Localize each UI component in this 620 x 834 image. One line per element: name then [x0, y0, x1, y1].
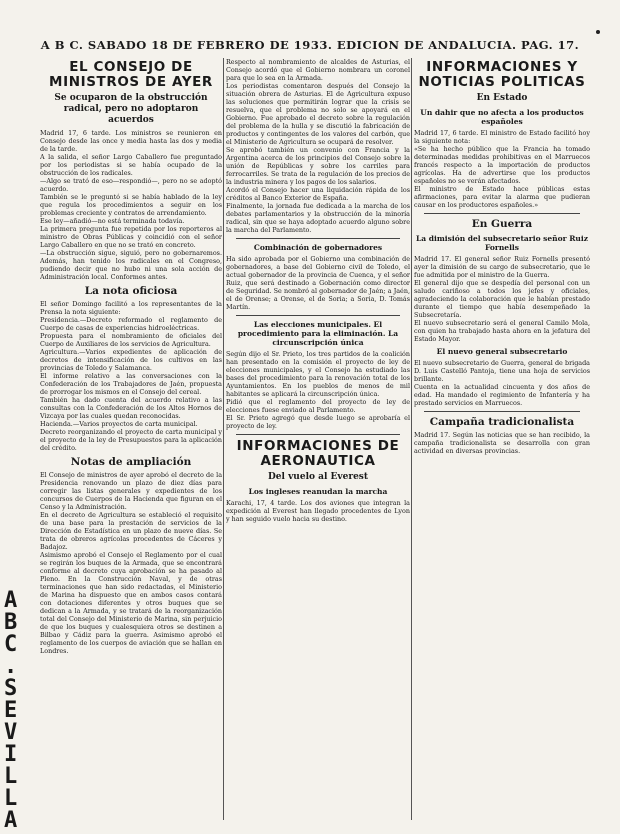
watermark-letter: .: [4, 654, 18, 679]
section-heading: La nota oficiosa: [84, 285, 178, 297]
paragraph: El nuevo subsecretario será el general Camilo Mola, con quien ha trabajado hasta ahora en la jefatura del Estado Mayor.: [414, 319, 590, 343]
section-heading: El nuevo general subsecretario: [436, 347, 568, 356]
watermark-letter: L: [4, 764, 18, 789]
headline-informaciones: INFORMACIONES Y NOTICIAS POLITICAS: [418, 59, 586, 90]
paragraph: Presidencia.—Decreto reformado el reglamento de Cuerpo de casas de experiencias hidroeléctricas.: [40, 316, 222, 332]
subheadline: En Estado: [476, 93, 528, 103]
paragraph: Acordó el Consejo hacer una liquidación rápida de los créditos al Banco Exterior de España.: [226, 186, 410, 202]
column-1: [40, 58, 222, 820]
page-header: A B C. SABADO 18 DE FEBRERO DE 1933. EDICION DE ANDALUCIA. PAG. 17.: [40, 38, 580, 52]
paragraph: El informe relativo a las conversaciones con la Confederación de los Trabajadores de Jaén, propuesta de prorrogar los mismos en el Consejo del cereal.: [40, 372, 222, 396]
paragraph: El señor Domingo facilitó a los representantes de la Prensa la nota siguiente:: [40, 300, 222, 316]
paragraph: —Algo se trató de eso—respondió—, pero no se adoptó acuerdo.: [40, 177, 222, 193]
paragraph: Pidió que el reglamento del proyecto de ley de elecciones fuese enviado al Parlamento.: [226, 398, 410, 414]
watermark-letter: A: [4, 588, 18, 613]
paragraph: Propuesta para el nombramiento de oficiales del Cuerpo de Auxiliares de los servicios de Agricultura.: [40, 332, 222, 348]
section-heading: Notas de ampliación: [70, 456, 192, 468]
divider: [424, 411, 580, 412]
section-heading: Combinación de gobernadores: [253, 243, 383, 252]
subheadline: Del vuelo al Everest: [267, 472, 369, 482]
paragraph: Madrid 17, 6 tarde. Los ministros se reunieron en Consejo desde las once y media hasta las dos y media de la tarde.: [40, 129, 222, 153]
paragraph: El nuevo subsecretario de Guerra, general de brigada D. Luis Castelló Pantoja, tiene una hoja de servicios brillante.: [414, 359, 590, 383]
paragraph: Madrid 17. El general señor Ruiz Fornells presentó ayer la dimisión de su cargo de subsecretario, que le fue admitida por el ministro de la Guerra.: [414, 255, 590, 279]
paragraph: El general dijo que se despedía del personal con un saludo cariñoso a todos los jefes y oficiales, agradeciendo la colaboración que le habían prestado durante el tiempo que había desempeñado la Subsecretaría.: [414, 279, 590, 319]
paragraph: Madrid 17. Según las noticias que se han recibido, la campaña tradicionalista se desarrolla con gran actividad en diversas provincias.: [414, 431, 590, 455]
divider: [236, 315, 400, 316]
column-divider: [223, 58, 224, 820]
paragraph: «Se ha hecho público que la Francia ha tomado determinadas medidas prohibitivas en el Marruecos francés respecto a la importación de productos agrícolas. Ha de advertirse que los productos españoles no se verán afectados.: [414, 145, 590, 185]
paragraph: Decreto reorganizando el proyecto de carta municipal y el proyecto de la ley de Presupuestos para la aplicación del crédito.: [40, 428, 222, 452]
paragraph: Ese ley—añadió—no está terminada todavía.: [40, 217, 185, 225]
watermark-letter: S: [4, 676, 18, 701]
paragraph: En el decreto de Agricultura se estableció el requisito de una base para la prestación de servicios de la Dirección de Estadística en un plazo de nueve días. Se trata de obreros agrícolas procedentes de Cáceres y Badajoz.: [40, 511, 222, 551]
paragraph: El Consejo de ministros de ayer aprobó el decreto de la Presidencia renovando un plazo de diez días para corregir las listas generales y expedientes de los concursos de Cuerpos de la Hacienda que figuran en el Censo y la Administración.: [40, 471, 222, 511]
headline-aeronautica: INFORMACIONES DE AERONAUTICA: [236, 438, 400, 469]
ink-dot: [596, 30, 600, 34]
paragraph: Cuenta en la actualidad cincuenta y dos años de edad. Ha mandado el regimiento de Infantería y ha prestado servicios en Marruecos.: [414, 383, 590, 407]
divider: [236, 434, 400, 435]
section-heading: Un dahir que no afecta a los productos españoles: [420, 108, 584, 126]
paragraph: Hacienda.—Varios proyectos de carta municipal.: [40, 420, 198, 428]
paragraph: Karachi, 17, 4 tarde. Los dos aviones que integran la expedición al Everest han llegado procedentes de Lyon y han seguido vuelo hacia su destino.: [226, 499, 410, 523]
watermark-letter: E: [4, 698, 18, 723]
watermark-letter: C: [4, 632, 18, 657]
column-3: [414, 58, 590, 820]
paragraph: También se le preguntó si se había hablado de la ley que regula los procedimientos a seguir en los problemas creciente y contratos de arrendamiento.: [40, 193, 222, 217]
divider: [236, 238, 400, 239]
paragraph: El Sr. Prieto agregó que desde luego se aprobaría el proyecto de ley.: [226, 414, 410, 430]
paragraph: Se aprobó también un convenio con Francia y la Argentina acerca de los principios del Consejo sobre la unión de Repúblicas y sobre los carriles para ferrocarriles. Se trata de la regulación de los precios de la industria minera y los pagos de los salarios.: [226, 146, 410, 186]
paragraph: A la salida, el señor Largo Caballero fue preguntado por los periodistas si se había ocupado de la obstrucción de los radicales.: [40, 153, 222, 177]
paragraph: Agricultura.—Varios expedientes de aplicación de decretos de intensificación de los cultivos en las provincias de Toledo y Salamanca.: [40, 348, 222, 372]
paragraph: También ha dado cuenta del acuerdo relativo a las consultas con la Confederación de los Altos Hornos de Vizcaya por las cuales quedan reconocidas.: [40, 396, 222, 420]
section-heading: Campaña tradicionalista: [429, 416, 575, 428]
paragraph: Madrid 17, 6 tarde. El ministro de Estado facilitó hoy la siguiente nota:: [414, 129, 590, 145]
headline-consejo: EL CONSEJO DE MINISTROS DE AYER: [49, 59, 213, 90]
watermark-letter: V: [4, 720, 18, 745]
column-divider: [411, 58, 412, 820]
subheadline: Se ocuparon de la obstrucción radical, pero no adoptaron acuerdos: [54, 93, 208, 125]
paragraph: La primera pregunta fue repetida por los reporteros al ministro de Obras Públicas y coincidió con el señor Largo Caballero en que no se trató en concreto.: [40, 225, 222, 249]
paragraph: Respecto al nombramiento de alcaldes de Asturias, el Consejo acordó que el Gobierno nombrara un coronel para que lo sea en la Armada.: [226, 58, 410, 82]
section-heading: Los ingleses reanudan la marcha: [248, 487, 388, 496]
watermark-letter: B: [4, 610, 18, 635]
section-heading: Las elecciones municipales. El procedimiento para la eliminación. La circunscripción única: [237, 320, 399, 347]
watermark-letter: A: [4, 808, 18, 833]
divider: [424, 213, 580, 214]
paragraph: Según dijo el Sr. Prieto, los tres partidos de la coalición han presentado en la comisión el proyecto de ley de elecciones municipales, y el Consejo ha estudiado las bases del procedimiento para la renovación total de los Ayuntamientos. En los pueblos de menos de mil habitantes se aplicará la circunscripción única.: [226, 350, 410, 398]
watermark-letter: L: [4, 786, 18, 811]
paragraph: El ministro de Estado hace públicas estas afirmaciones, para evitar la alarma que pudieran causar en los productores españoles.»: [414, 185, 590, 209]
paragraph: Los periodistas comentaron después del Consejo la situación obrera de Asturias. El de Agricultura expuso las soluciones que permitirán lograr que la crisis se resuelva, que el problema no solo se apoyará en el Gobierno. Fue aprobado el decreto sobre la regulación del problema de la hulla y se discutió la fabricación de productos y contingentes de los valores del carbón, que el Ministerio de Agricultura se ocupará de resolver.: [226, 82, 410, 146]
column-2: [226, 58, 410, 820]
paragraph: Finalmente, la jornada fue dedicada a la marcha de los debates parlamentarios y la obstrucción de la minoría radical, sin que se haya adoptado acuerdo alguno sobre la marcha del Parlamento.: [226, 202, 410, 234]
paragraph: Asimismo aprobó el Consejo el Reglamento por el cual se regirán los buques de la Armada, que se encontrará conforme al decreto cuya aprobación se ha pasado al Pleno. En la Construcción Naval, y de otras terminaciones que han sido redactadas, el Ministerio de Marina ha dispuesto que en ambos casos contará con dotaciones diferentes y otros buques que se dedican a la Armada, y se tratará de la reorganización total del Consejo del Ministerio de Marina, sin perjuicio de que los buques y cualesquiera otros se destinen a Bilbao y Cádiz para la guerra. Asimismo aprobó el reglamento de los cuerpos de aviación que se hallan en Londres.: [40, 551, 222, 655]
paragraph: Ha sido aprobada por el Gobierno una combinación de gobernadores, a base del Gobierno civil de Toledo, el actual gobernador de la provincia de Cuenca, y el señor Ruiz, que será destinado a Gobernación como director de Seguridad. Se nombró al gobernador de Jaén; a Jaén, el de Orense; a Orense, el de Soria; a Soria, D. Tomás Martín.: [226, 255, 410, 311]
watermark-letter: I: [4, 742, 18, 767]
section-heading: En Guerra: [471, 218, 533, 230]
paragraph: —La obstrucción sigue, siguió, pero no gobernaremos. Además, han tenido los radicales en el Congreso, pudiendo decir que no hubo ni una sola acción de Administración local. Conformes antes.: [40, 249, 222, 281]
section-heading: La dimisión del subsecretario señor Ruiz Fornells: [416, 234, 588, 252]
